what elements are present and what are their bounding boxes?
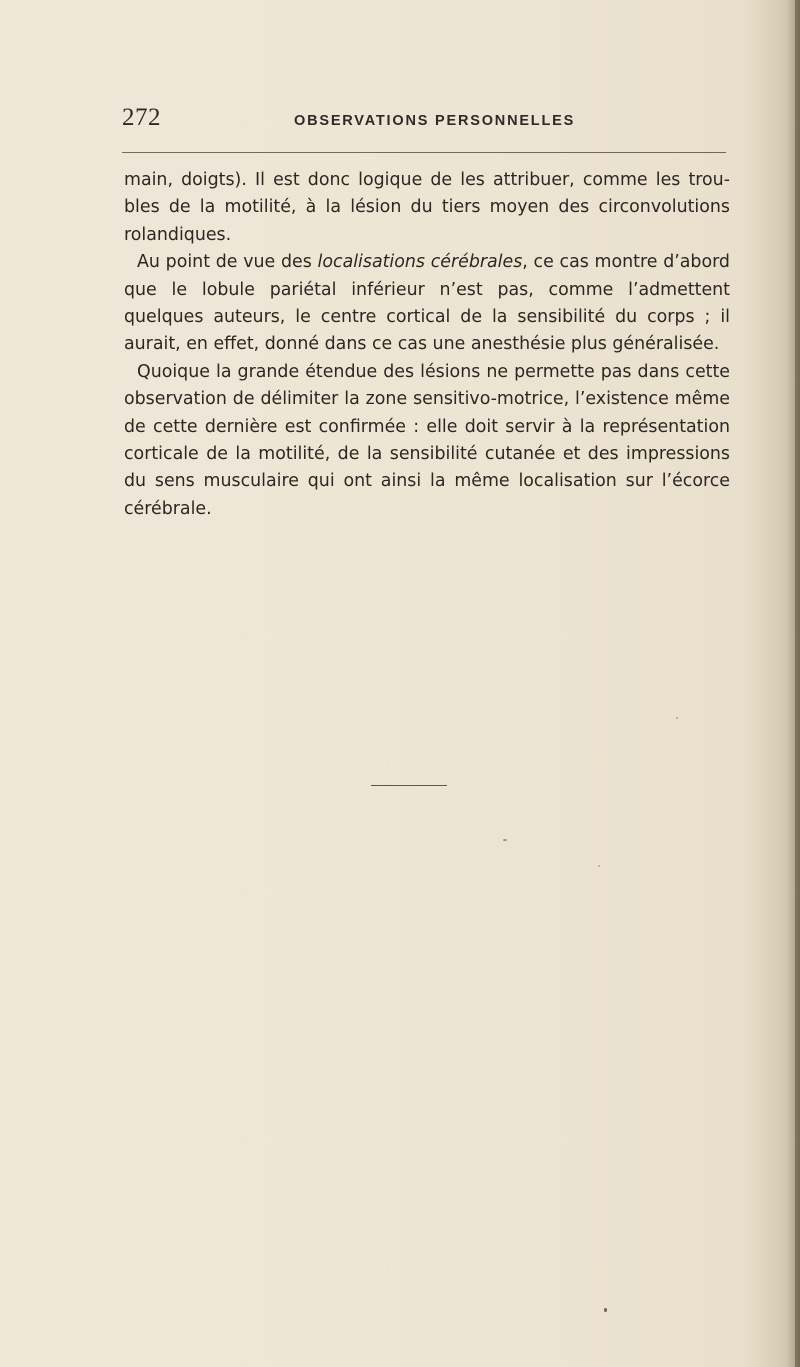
- paragraph-2-end: , ce cas montre d’abord que le lobule pariétal inférieur n’est pas, comme l’admettent quelques auteurs, le centre cortical de la sensibilité du corps ; il aurait, en effet, donné dans ce cas une anesthésie plus généralisée.: [124, 252, 730, 355]
- paragraph-2-start: Au point de vue des: [137, 252, 318, 273]
- paper-speck: [604, 1308, 607, 1312]
- paper-speck: [598, 865, 600, 867]
- page-header: [122, 104, 732, 138]
- paragraph-2: [124, 249, 730, 359]
- header-rule: [122, 152, 726, 153]
- body-text: [124, 167, 730, 523]
- paragraph-1: main, doigts). Il est donc logique de les attribuer, comme les troubles de la motilité, à la lésion du tiers moyen des circonvolutions rolandiques.: [124, 170, 730, 245]
- paragraph-3: Quoique la grande étendue des lésions ne permette pas dans cette observation de délimiter la zone sensitivo-motrice, l’existence même de cette dernière est confirmée : elle doit servir à la représentation corticale de la motilité, de la sensibilité cutanée et des impressions du sens musculaire qui ont ainsi la même localisation sur l’écorce cérébrale.: [124, 361, 730, 519]
- paper-speck: [676, 717, 678, 719]
- running-title: OBSERVATIONS PERSONNELLES: [294, 113, 576, 129]
- end-rule: [371, 785, 447, 786]
- page-number: 272: [122, 104, 161, 131]
- paper-speck: [503, 839, 507, 841]
- page-edge: [795, 0, 800, 1367]
- italic-term: localisations cérébrales: [317, 252, 523, 273]
